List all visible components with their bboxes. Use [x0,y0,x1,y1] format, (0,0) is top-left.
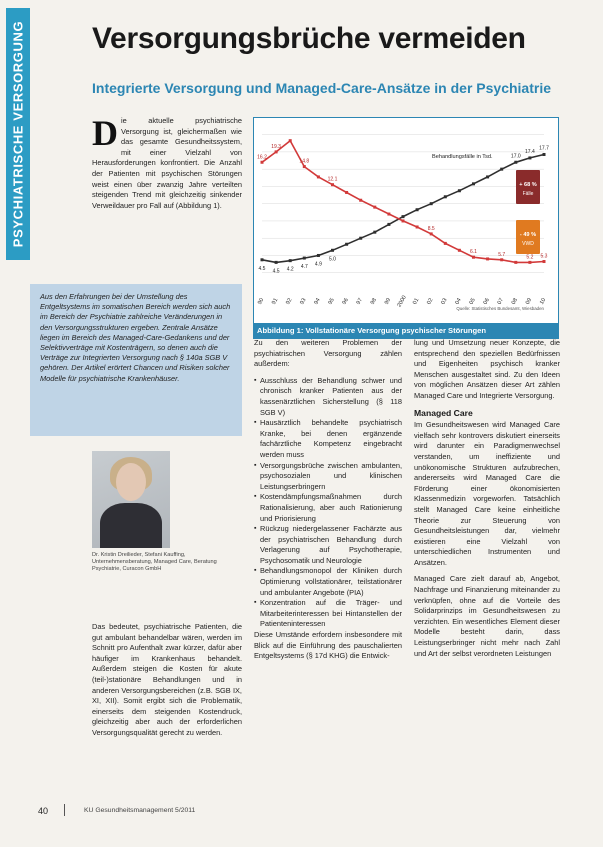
x-tick-label: 03 [440,297,449,306]
data-point [543,153,546,156]
x-tick-label: 93 [299,297,308,306]
data-label: 5.7 [498,251,506,258]
x-tick-label: 98 [369,297,379,306]
data-label: 12.1 [327,176,338,183]
x-tick-label: 02 [426,297,435,306]
data-label: 6.1 [470,249,477,256]
data-point [345,243,348,246]
x-tick-label: 99 [383,297,393,306]
data-point [500,258,503,261]
x-tick-label: 96 [341,297,350,306]
data-label: 5.3 [540,253,548,260]
intro-paragraph [92,113,242,211]
chart-figure [253,117,559,339]
data-point [275,261,278,264]
section-tab [6,8,30,260]
data-point [373,206,376,209]
list-item: ▪ Kostendämpfungsmaßnahmen durch Rationalisierung, aber auch Rationierung und Priorisierung [254,492,402,524]
right-column [414,338,560,665]
data-point [317,254,320,257]
data-point [331,249,334,252]
data-point [275,150,278,153]
data-point [430,202,433,205]
footer-divider [64,804,65,816]
x-tick-label: 01 [412,297,421,306]
right-paragraph-1: lung und Umsetzung neuer Konzepte, die entsprechend den speziellen Bedürfnissen und Eigenheiten psychisch kranker Menschen ausgestaltet sind. Zu den Ideen von möglichen Ansätzen dieser Art zählen Managed Care und Integrierte Versorgung. [414,338,560,400]
data-point [317,175,320,178]
x-tick-label: 90 [256,297,266,306]
section-heading-managed-care: Managed Care [414,407,473,418]
data-point [458,189,461,192]
x-tick-label: 97 [355,297,364,306]
right-paragraph-2: Im Gesundheitswesen wird Managed Care vielfach sehr kontrovers diskutiert einerseits wird darunter ein Paradigmenwechsel verstanden, um ineffiziente und unökonomische Strukturen aufzubrechen, andererseits wird Managed Care die Förderung einer ökonomisierten Klassenmedizin vorgeworfen. Tatsächlich stellt Managed Care keine einheitliche Theorie zur Steuerung von Gesundheitsleistungen dar, vielmehr existieren eine Vielzahl von unterschiedlichen Instrumenten und Ansätzen. [414,420,560,567]
left-body-text [92,622,242,745]
data-label: 4.5 [272,268,280,275]
section-tab-label: PSYCHIATRISCHE VERSORGUNG [10,20,26,248]
list-item: ▪ Konzentration auf die Träger- und Mitarbeiterinteressen bei Hintanstellen der Patienteninteressen [254,598,402,630]
data-point [289,259,292,262]
data-label: 8.5 [427,225,435,232]
data-point [444,242,447,245]
data-point [387,223,390,226]
data-point [416,225,419,228]
data-point [514,261,517,264]
series-line [262,155,544,263]
badge-label: VWD [522,241,534,247]
data-point [472,182,475,185]
x-tick-label: 09 [524,297,534,306]
x-tick-label: 06 [482,297,491,306]
data-label: 19.3 [271,143,281,150]
data-point [486,257,489,260]
data-label: 17.4 [525,148,535,155]
data-label: 16.2 [257,154,267,161]
list-item: ▪ Hausärztlich behandelte psychiatrisch Kranke, bei denen ergänzende fachärztliche Kompetenz eingebracht werden muss [254,418,402,460]
chart-caption: Abbildung 1: Vollstationäre Versorgung psychischer Störungen [253,323,559,338]
x-tick-label: 94 [313,297,322,306]
data-point [500,168,503,171]
data-point [402,215,405,218]
author-photo [92,451,170,548]
data-point [387,213,390,216]
data-point [514,161,517,164]
list-item: ▪ Versorgungsbrüche zwischen ambulanten, psychosozialen und klinischen Leistungserbringern [254,461,402,493]
magazine-name: KU Gesundheitsmanagement 5/2011 [84,807,196,814]
data-point [486,175,489,178]
photo-face [116,463,146,501]
data-point [261,258,264,261]
x-tick-label: 08 [510,297,520,306]
data-label: 4.9 [314,261,322,268]
drop-cap: D [92,113,118,153]
article-subtitle: Integrierte Versorgung und Managed-Care-Ansätze in der Psychiatrie [92,80,551,96]
middle-column [254,338,402,668]
data-point [528,156,531,159]
x-tick-label: 2000 [396,294,408,309]
badge-value: + 68 % [519,182,537,188]
page-number: 40 [38,806,49,816]
chart-svg [254,118,558,324]
author-caption: Dr. Kristin Dreilieder, Stefani Kauffing, Unternehmensberatung, Managed Care, Beratung Psychiatrie, Curacon GmbH [92,552,217,573]
chart-source: Quelle: Statistisches Bundesamt, Wiesbaden [456,306,544,311]
badge-label: Fälle [522,191,534,197]
data-point [458,249,461,252]
problem-list [254,376,402,630]
legend-label: Behandlungsfälle in Tsd. [432,154,493,160]
x-tick-label: 91 [271,297,280,306]
data-label: 17.7 [539,145,549,152]
left-body-paragraph: Das bedeutet, psychiatrische Patienten, die gut ambulant behandelbar wären, werden im Schnitt pro Aufenthalt zwar kürzer, dafür aber häufiger im Krankenhaus behandelt. Außerdem steigen die Kosten für akute (teil-)stationäre Behandlungen und in anderen Versorgungsbereichen (z.B. SGB IX, XI, XII). Somit ergibt sich die Problematik, einerseits dem steigenden Kostendruck, gleichzeitig aber auch der erforderlichen Versorgungsqualität gerecht zu werden. [92,622,242,737]
middle-outro: Diese Umstände erfordern insbesondere mit Blick auf die Einführung des pauschalierten Entgeltsystems (§ 17d KHG) die Entwick- [254,630,402,661]
x-tick-label: 92 [285,297,294,306]
x-tick-label: 05 [468,297,477,306]
data-point [261,161,264,164]
data-label: 17.0 [510,153,521,160]
x-tick-label: 10 [538,297,548,306]
list-item: ▪ Ausschluss der Behandlung schwer und chronisch kranker Patienten aus der kassenärztlichen Sicherstellung (§ 118 SGB V) [254,376,402,418]
data-point [289,139,292,142]
data-point [528,261,531,264]
data-point [472,256,475,259]
data-point [331,183,334,186]
data-point [430,232,433,235]
middle-intro: Zu den weiteren Problemen der psychiatrischen Versorgung zählen außerdem: [254,338,402,369]
list-item: ▪ Rückzug niedergelassener Fachärzte aus der psychiatrischen Behandlung durch Verlagerung auf Psychotherapie, Psychosomatik und Neurologie [254,524,402,566]
data-point [543,260,546,263]
data-point [402,219,405,222]
data-label: 4.5 [258,265,266,272]
badge-value: - 49 % [519,232,537,238]
data-point [444,195,447,198]
abstract-box: Aus den Erfahrungen bei der Umstellung des Entgeltsystems im somatischen Bereich werden sich auch im Bereich der Psychiatrie zahlreiche Veränderungen in den Versorgungsstrukturen ergeben. Zentrale Ansätze liegen im Bereich des Managed-Care-Gedankens und der Selektivverträge mit Kostenträgern, so denen auch die Verträge zur Integrierten Versorgung nach § 140a SGB V gehören. Der Artikel erörtert Chancen und Risiken solcher Modelle für psychiatrische Krankenhäuser. [30,284,242,436]
article-title: Versorgungsbrüche vermeiden [92,22,526,55]
data-label: 4.7 [300,264,308,271]
x-tick-label: 04 [454,297,463,306]
x-tick-label: 07 [496,297,505,306]
data-point [359,199,362,202]
data-label: 5.0 [329,256,336,263]
list-item: ▪ Behandlungsmonopol der Kliniken durch Optimierung vollstationärer, teilstationärer und ambulanter Angebote (PIA) [254,566,402,598]
data-point [303,165,306,168]
data-label: 5.2 [526,254,534,261]
data-point [359,237,362,240]
data-label: 4.2 [286,266,294,273]
data-point [373,231,376,234]
right-paragraph-3: Managed Care zielt darauf ab, Angebot, Nachfrage und Finanzierung miteinander zu verknüpfen, ohne auf die Vorteile des Solidarprinzips im Gesundheitswesen zu verzichten. Ein wesentliches Element dieser Modelle besteht darin, dass Leistungserbringer nicht mehr nach Zahl und Art der selbst verordneten Leistungen [414,574,560,658]
intro-text: ie aktuelle psychiatrische Versorgung ist, gleichermaßen wie das gesamte Gesundheitssystem, mit einer Vielzahl von Herausforderungen konfrontiert. Die Anzahl der Patienten mit psychischen Störungen weist einen über zwanzig Jahre verteilten steigenden Trend mit gleichzeitig sinkender Verweildauer pro Fall auf (Abbildung 1). [92,116,242,210]
photo-body [100,503,162,548]
x-tick-label: 95 [327,297,336,306]
data-point [416,208,419,211]
data-label: 14.8 [299,158,310,165]
data-point [303,257,306,260]
data-point [345,191,348,194]
